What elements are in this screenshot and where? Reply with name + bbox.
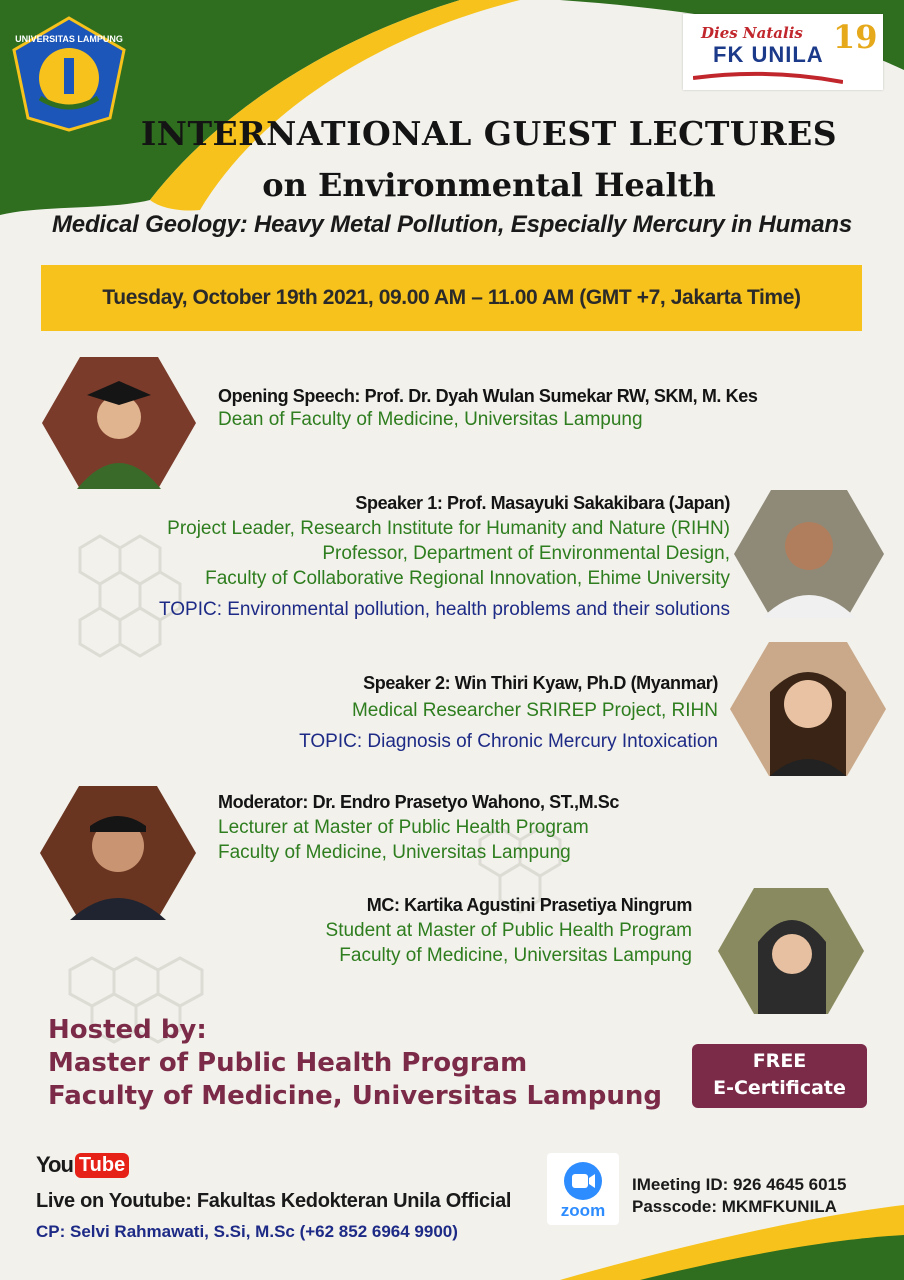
dies-natalis-logo [683, 14, 883, 90]
event-date: Tuesday, October 19th 2021, 09.00 AM – 11.00 AM (GMT +7, Jakarta Time) [102, 286, 801, 309]
title-line-1: INTERNATIONAL GUEST LECTURES [140, 114, 838, 153]
title-line-2: on Environmental Health [262, 166, 716, 204]
date-banner [41, 265, 862, 331]
moderator-role-2: Faculty of Medicine, Universitas Lampung [218, 842, 571, 863]
moderator-role-1: Lecturer at Master of Public Health Program [218, 817, 589, 838]
speaker2-role: Medical Researcher SRIREP Project, RIHN [351, 700, 718, 721]
free-certificate-badge [692, 1044, 867, 1108]
zoom-label: zoom [560, 1201, 606, 1220]
certificate-label: E-Certificate [713, 1077, 846, 1099]
youtube-tube-text: Tube [75, 1153, 129, 1178]
speaker2-block [120, 670, 718, 755]
speaker1-role-1: Project Leader, Research Institute for Humanity and Nature (RIHN) [167, 518, 730, 539]
contact-person: CP: Selvi Rahmawati, S.Si, M.Sc (+62 852 6964 9900) [36, 1222, 458, 1241]
speaker1-photo [734, 490, 884, 618]
mc-photo [718, 888, 864, 1014]
svg-text:UNIVERSITAS LAMPUNG: UNIVERSITAS LAMPUNG [15, 34, 123, 44]
opening-speech-block [218, 386, 858, 431]
mc-role-1: Student at Master of Public Health Program [325, 920, 692, 941]
moderator-name: Moderator: Dr. Endro Prasetyo Wahono, ST.,M.Sc [218, 792, 619, 812]
free-label: FREE [752, 1050, 807, 1072]
zoom-camera-icon [563, 1161, 603, 1201]
meeting-id: IMeeting ID: 926 4645 6015 [632, 1175, 847, 1194]
speaker1-name: Speaker 1: Prof. Masayuki Sakakibara (Japan) [355, 493, 730, 513]
hosted-by-label: Hosted by: [48, 1015, 207, 1045]
mc-block [160, 893, 692, 968]
speaker1-role-2: Professor, Department of Environmental Design, [322, 543, 730, 564]
dies-natalis-text: Dies Natalis [701, 24, 803, 42]
opening-speaker-photo [42, 357, 196, 489]
speaker1-block [20, 491, 730, 622]
meeting-passcode: Passcode: MKMFKUNILA [632, 1197, 837, 1216]
youtube-logo [36, 1152, 129, 1178]
hosted-by-faculty: Faculty of Medicine, Universitas Lampung [48, 1081, 662, 1111]
fk-unila-text: FK UNILA [713, 42, 824, 67]
meeting-info [632, 1174, 847, 1218]
subtitle: Medical Geology: Heavy Metal Pollution, Especially Mercury in Humans [52, 211, 852, 238]
speaker2-topic: TOPIC: Diagnosis of Chronic Mercury Intoxication [299, 731, 718, 752]
speaker1-topic: TOPIC: Environmental pollution, health problems and their solutions [158, 599, 730, 620]
hosted-by-program: Master of Public Health Program [48, 1048, 528, 1078]
speaker1-role-3: Faculty of Collaborative Regional Innovation, Ehime University [205, 568, 730, 589]
moderator-block [218, 790, 738, 865]
anniversary-number: 19 [833, 18, 878, 56]
mc-role-2: Faculty of Medicine, Universitas Lampung [339, 945, 692, 966]
speaker2-name: Speaker 2: Win Thiri Kyaw, Ph.D (Myanmar) [363, 673, 718, 693]
swoosh-icon [693, 70, 843, 86]
youtube-channel: Live on Youtube: Fakultas Kedokteran Unila Official [36, 1190, 512, 1212]
speaker2-photo [730, 642, 886, 776]
opening-speaker-name: Opening Speech: Prof. Dr. Dyah Wulan Sumekar RW, SKM, M. Kes [218, 386, 758, 406]
hosted-by-block [48, 1014, 662, 1113]
opening-speaker-role: Dean of Faculty of Medicine, Universitas Lampung [218, 409, 643, 430]
zoom-logo [547, 1153, 619, 1225]
youtube-you-text: You [36, 1152, 73, 1177]
mc-name: MC: Kartika Agustini Prasetiya Ningrum [366, 895, 692, 915]
